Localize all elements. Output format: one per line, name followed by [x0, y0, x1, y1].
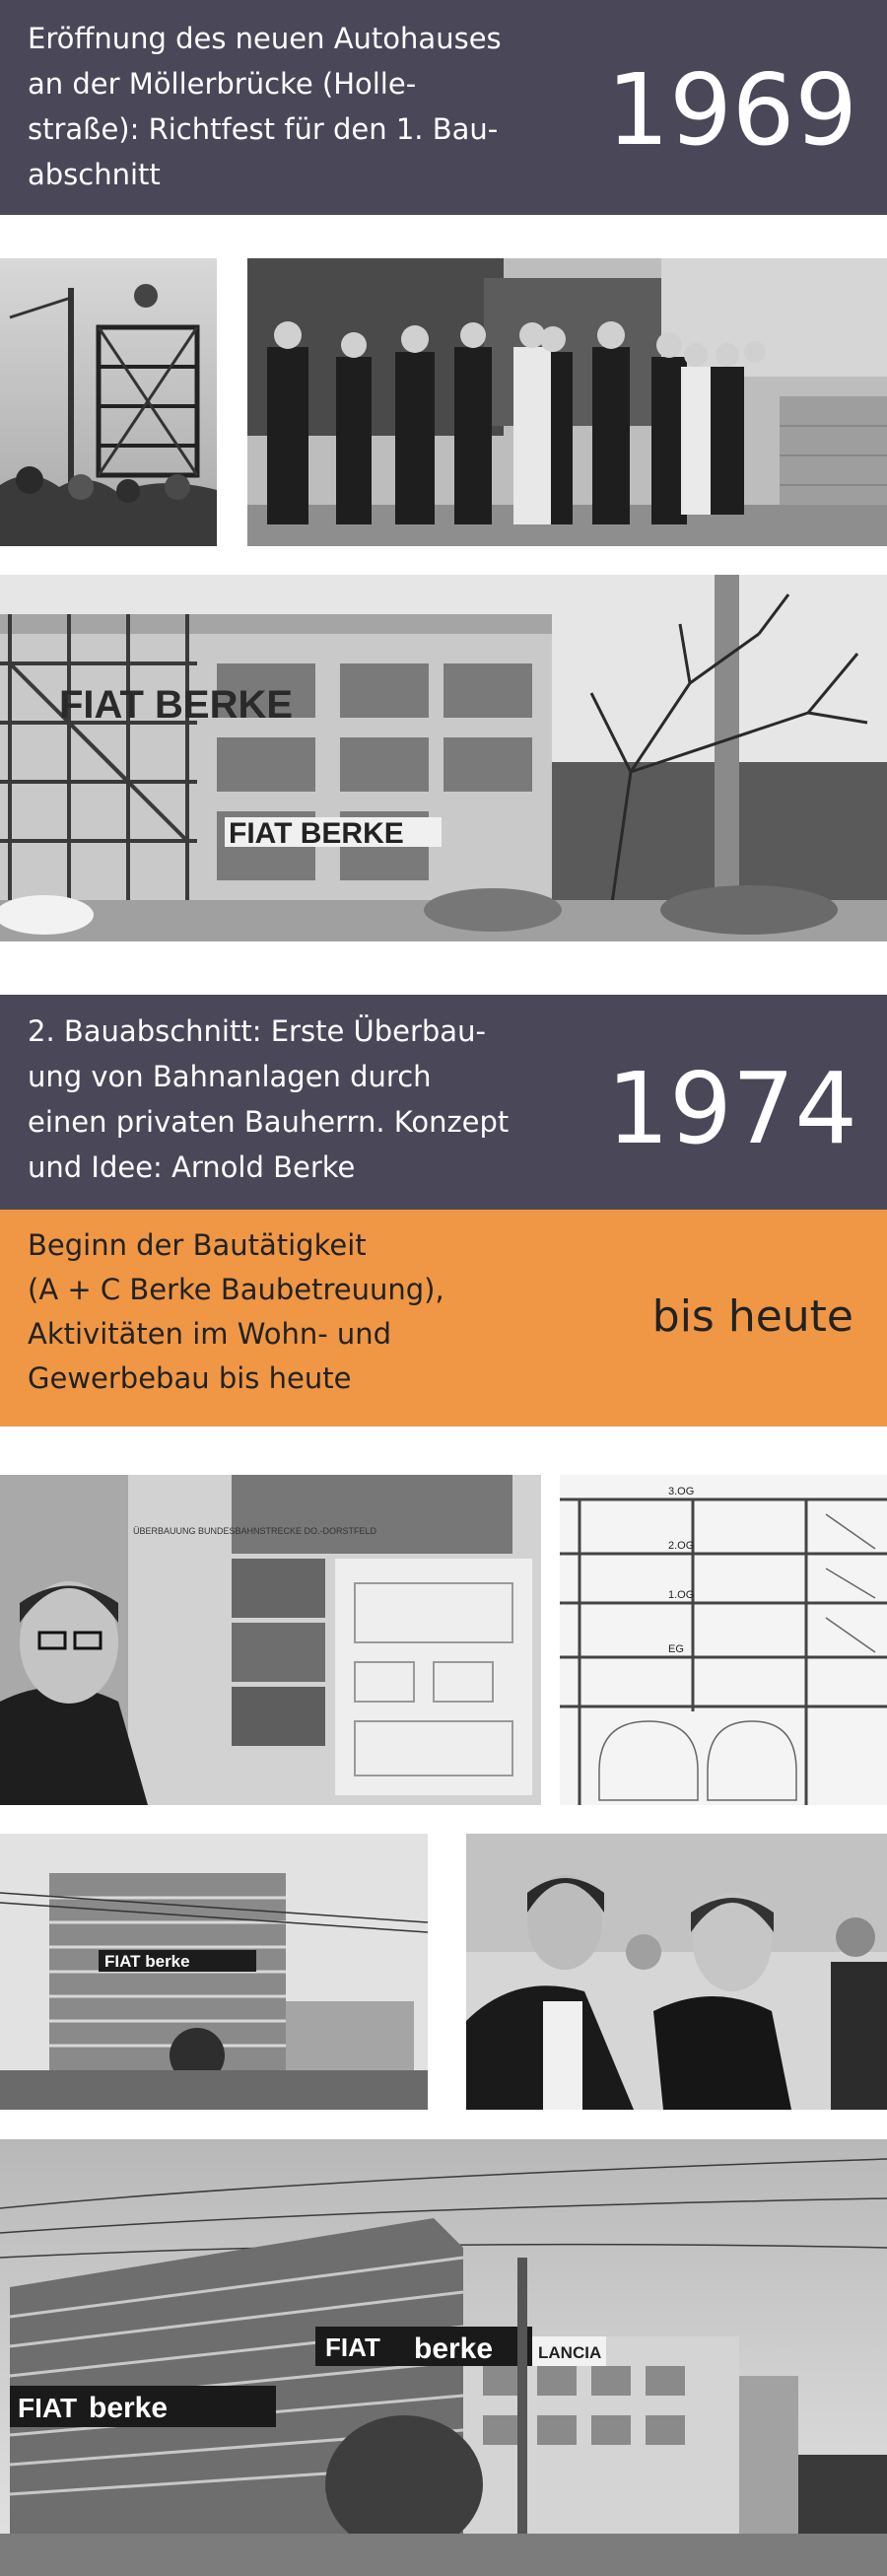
banner-1974: [0, 995, 887, 1210]
year-1969: 1969: [606, 52, 857, 168]
today-sign-lancia: LANCIA: [538, 2343, 602, 2362]
photo-topping-out-crane: [0, 258, 217, 546]
photo-building-scaffolding-1969: [0, 575, 887, 941]
tower-sign-fiat-berke: FIAT berke: [104, 1952, 190, 1971]
today-sign-berke-2: berke: [414, 2332, 494, 2365]
label-bis-heute: bis heute: [651, 1291, 853, 1342]
banner-1969: [0, 0, 887, 215]
sign-fiat-berke-facade: FIAT BERKE: [229, 817, 404, 850]
board-caption: ÜBERBAUUNG BUNDESBAHNSTRECKE DO.-DORSTFELD: [133, 1526, 377, 1536]
banner-bis-heute-text: Beginn der Bautätigkeit (A + C Berke Baubetreuung), Aktivitäten im Wohn- und Gewerbebau bis heute: [28, 1228, 444, 1395]
floor-label-2og: 2.OG: [668, 1540, 695, 1552]
banner-1974-text: 2. Bauabschnitt: Erste Überbau- ung von Bahnanlagen durch einen privaten Bauherrn. Konzept und Idee: Arnold Berke: [28, 1014, 510, 1184]
photo-fiat-berke-today: [0, 2139, 887, 2576]
floor-label-3og: 3.OG: [668, 1486, 695, 1497]
floor-label-1og: 1.OG: [668, 1589, 695, 1601]
today-sign-berke: berke: [89, 2392, 169, 2424]
year-1974: 1974: [606, 1051, 857, 1166]
banner-bis-heute: [0, 1210, 887, 1427]
photo-two-men-talking: [466, 1834, 887, 2110]
photo-architect-presentation-board: [0, 1475, 541, 1805]
photo-section-drawing: [560, 1475, 887, 1805]
banner-1969-text: Eröffnung des neuen Autohauses an der Möllerbrücke (Holle- straße): Richtfest für den 1. Bau- abschnitt: [28, 22, 502, 191]
floor-label-eg: EG: [668, 1643, 684, 1655]
today-sign-fiat-2: FIAT: [325, 2332, 380, 2362]
sign-fiat-berke-scaffold: FIAT BERKE: [59, 683, 294, 727]
today-sign-fiat: FIAT: [18, 2393, 78, 2423]
photo-fiat-berke-tower: [0, 1834, 428, 2110]
photo-group-at-ceremony: [247, 258, 887, 546]
